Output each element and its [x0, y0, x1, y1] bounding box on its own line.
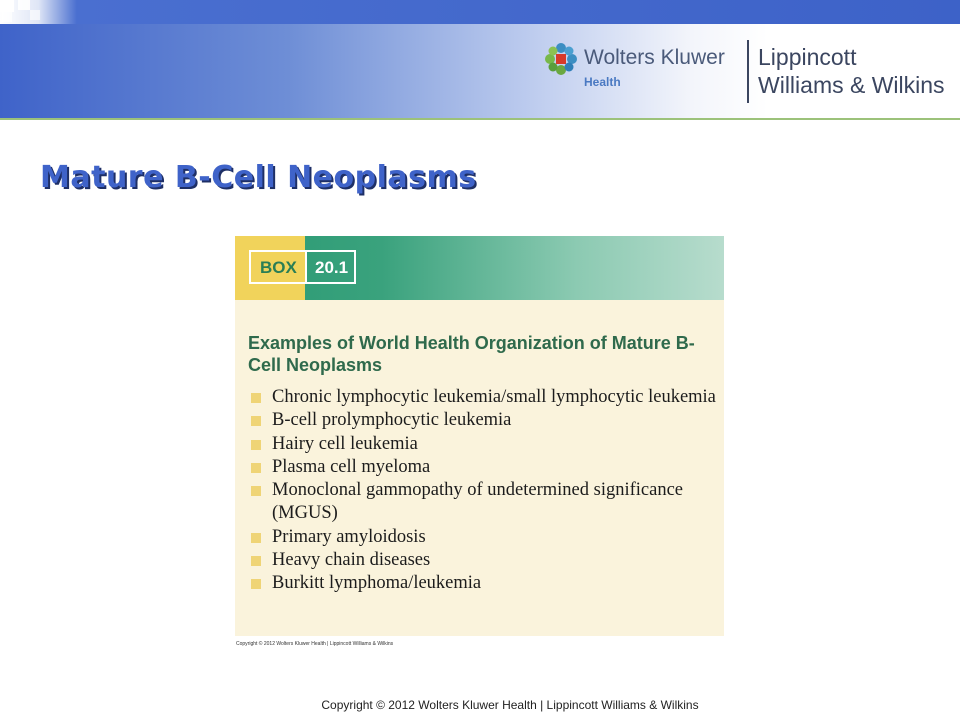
bullet-square-icon	[251, 556, 261, 566]
logo-wordmark: Wolters Kluwer	[584, 46, 725, 69]
list-item	[248, 479, 716, 526]
box-label	[249, 250, 356, 284]
box-label-number: 20.1	[315, 258, 349, 277]
publisher-name-line1: Lippincott	[758, 44, 857, 70]
list-item-text: Primary amyloidosis	[272, 526, 426, 547]
publisher-name-line2: Williams & Wilkins	[758, 72, 945, 98]
bullet-square-icon	[251, 440, 261, 450]
bullet-square-icon	[251, 463, 261, 473]
bullet-square-icon	[251, 416, 261, 426]
list-item-text: Chronic lymphocytic leukemia/small lymphocytic leukemia	[272, 387, 716, 407]
figure-copyright: Copyright © 2012 Wolters Kluwer Health | Lippincott Williams & Wilkins	[236, 641, 394, 647]
decorative-square	[18, 0, 30, 10]
list-item-text: B-cell prolymphocytic leukemia	[272, 410, 512, 431]
publisher-logo	[544, 40, 960, 106]
list-item-text: Monoclonal gammopathy of undetermined significance (MGUS)	[272, 480, 683, 524]
logo-subtitle: Health	[584, 75, 621, 89]
list-item	[248, 572, 716, 595]
list-item	[248, 456, 716, 479]
wolters-kluwer-logo-icon	[544, 42, 578, 76]
bullet-square-icon	[251, 393, 261, 403]
bullet-square-icon	[251, 579, 261, 589]
box-label-word: BOX	[260, 258, 297, 277]
list-item	[248, 526, 716, 549]
box-heading: Examples of World Health Organization of Mature B-Cell Neoplasms	[248, 333, 695, 375]
header-divider-line	[0, 118, 960, 120]
neoplasm-list	[248, 386, 716, 596]
slide-footer	[0, 698, 960, 712]
decorative-square	[0, 0, 14, 12]
list-item-text: Hairy cell leukemia	[272, 433, 418, 454]
list-item	[248, 433, 716, 456]
decorative-square	[2, 12, 12, 22]
list-item-text: Burkitt lymphoma/leukemia	[272, 573, 482, 594]
list-item-text: Plasma cell myeloma	[272, 456, 431, 477]
slide-title: Mature B-Cell Neoplasms	[40, 160, 477, 195]
list-item-text: Heavy chain diseases	[272, 550, 431, 571]
bullet-square-icon	[251, 533, 261, 543]
box-figure	[235, 236, 724, 636]
bullet-square-icon	[251, 486, 261, 496]
list-item	[248, 386, 716, 409]
banner-top-stripe	[0, 0, 960, 24]
logo-divider	[747, 40, 749, 103]
box-label-separator	[305, 252, 307, 282]
box-header-band	[235, 236, 724, 300]
footer-copyright: Copyright © 2012 Wolters Kluwer Health | Lippincott Williams & Wilkins	[321, 698, 699, 712]
decorative-square	[30, 10, 40, 20]
list-item	[248, 409, 716, 432]
list-item	[248, 549, 716, 572]
